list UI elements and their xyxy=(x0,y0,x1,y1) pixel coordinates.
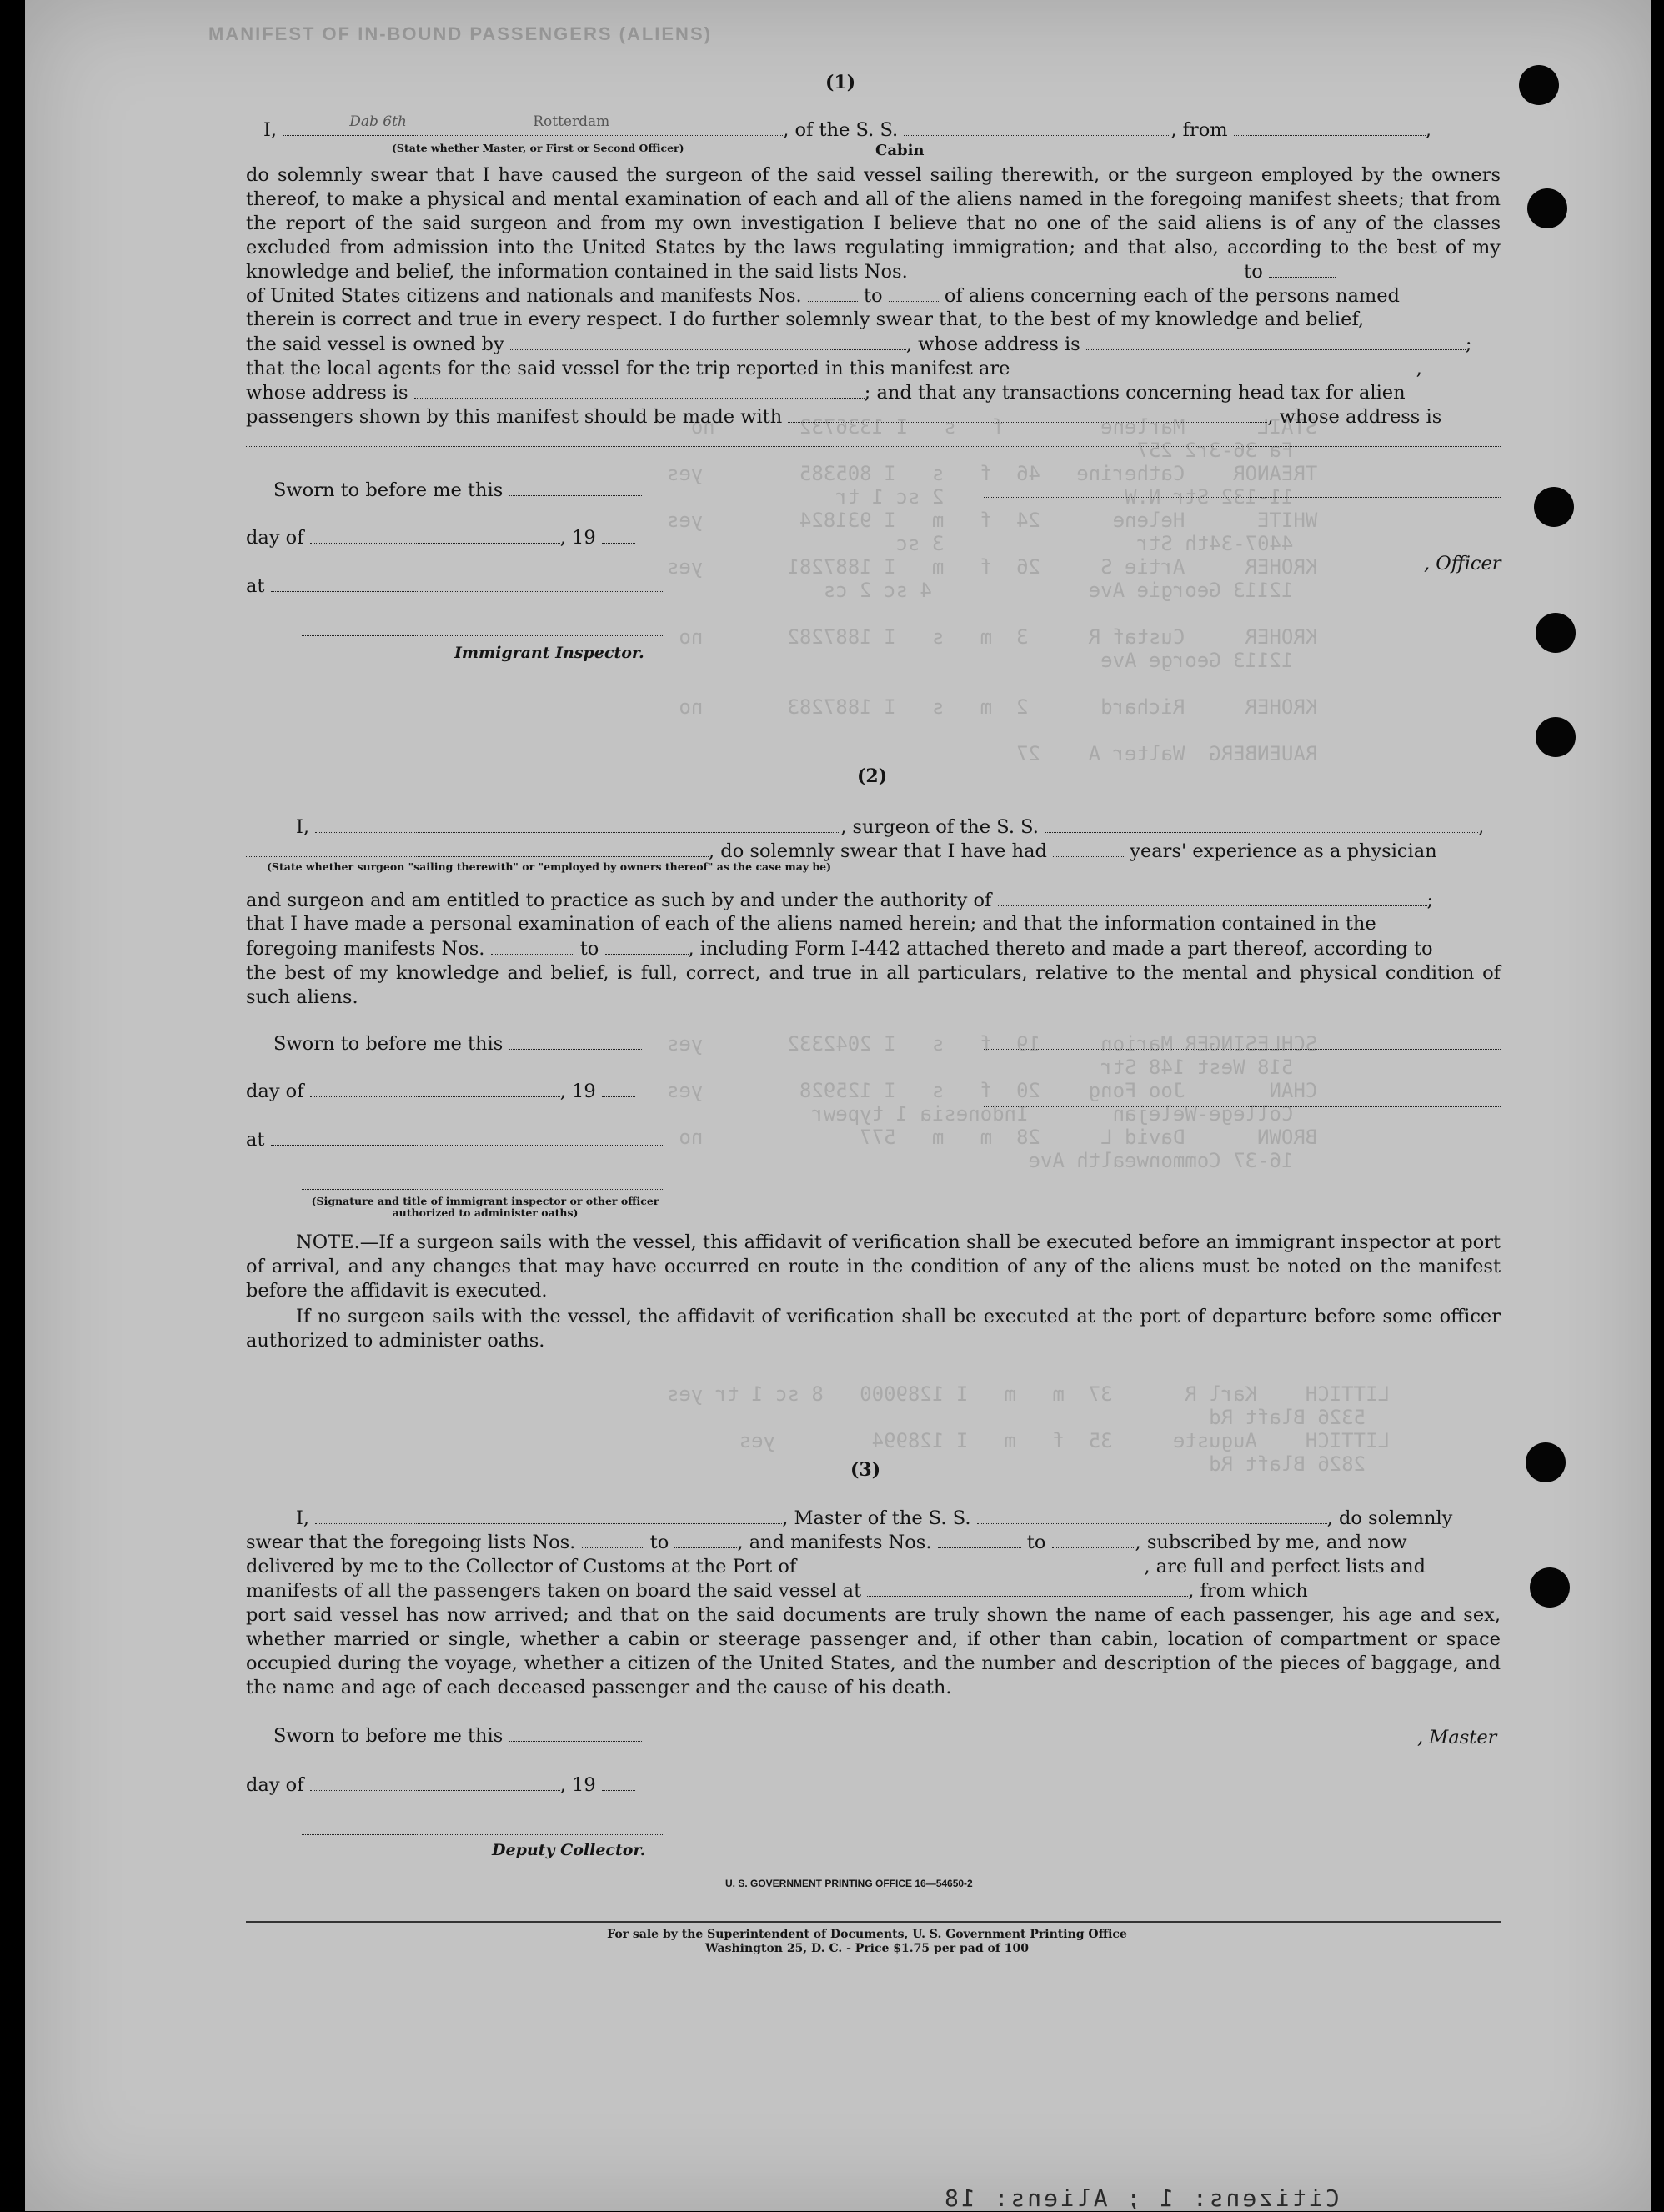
authority-field[interactable] xyxy=(998,889,1427,906)
manifests-to-field[interactable] xyxy=(1052,1531,1135,1548)
manifest-sheet xyxy=(25,0,1651,2211)
handwritten-date: Dab 6th xyxy=(349,113,407,130)
gpo-imprint: U. S. GOVERNMENT PRINTING OFFICE 16—54650-2 xyxy=(725,1878,973,1889)
binder-hole xyxy=(1536,613,1576,653)
master-name-field[interactable] xyxy=(315,1507,782,1524)
footer-rule xyxy=(246,1921,1501,1923)
section-2-line-4: that I have made a personal examination of each of the aliens named herein; and that the information contained in the xyxy=(246,913,1376,935)
section-2-line-1: I, , surgeon of the S. S. , xyxy=(296,816,1485,838)
section-3-body: port said vessel has now arrived; and that on the said documents are truly shown the name of each passenger, his age and sex, whether married or single, whether a cabin or steerage passenger and, if other than cabin, location of compartment or space occupied during the voyage, whether a citizen of the United States, and the number and description of the pieces of baggage, and the name and age of each deceased passenger and the cause of his death. xyxy=(246,1604,1501,1698)
owner-address-field[interactable] xyxy=(1086,333,1466,350)
sworn-day-field[interactable] xyxy=(509,1032,642,1050)
manifests-from-field[interactable] xyxy=(938,1531,1021,1548)
year-label: , 19 xyxy=(559,527,596,549)
at-label: at xyxy=(246,1129,265,1151)
inspector-signature-line[interactable] xyxy=(302,635,664,636)
lists-nos-label: swear that the foregoing lists Nos. xyxy=(246,1532,576,1553)
owned-by-label: the said vessel is owned by xyxy=(246,334,504,355)
section-1-at xyxy=(246,574,663,597)
deputy-collector-label: Deputy Collector. xyxy=(492,1841,646,1859)
i-label: I, xyxy=(263,119,278,141)
section-2-sworn xyxy=(273,1032,642,1055)
year-label: , 19 xyxy=(559,1081,596,1102)
officer-signature-field[interactable] xyxy=(984,552,1424,569)
section-1-day xyxy=(246,526,635,549)
manifests-to-field[interactable] xyxy=(889,284,939,302)
master-vessel-field[interactable] xyxy=(977,1507,1327,1524)
surgeon-signature-line[interactable] xyxy=(984,1049,1501,1050)
section-1-sworn xyxy=(273,479,642,501)
years-label: years' experience as a physician xyxy=(1130,840,1437,862)
section-2-line-6: the best of my knowledge and belief, is full, correct, and true in all particulars, relative to the mental and physical condition of such aliens. xyxy=(246,962,1501,1008)
whose-address-label: , whose address is xyxy=(905,334,1080,355)
section-2-at xyxy=(246,1128,663,1151)
note-label: NOTE. xyxy=(296,1231,360,1253)
manifests-to-field[interactable] xyxy=(605,937,689,955)
head-tax-address-field[interactable] xyxy=(246,429,1501,447)
sworn-label: Sworn to before me this xyxy=(273,1033,504,1055)
aliens-label: of aliens concerning each of the persons named xyxy=(944,285,1400,307)
note-text-1: —If a surgeon sails with the vessel, this affidavit of verification shall be executed before an immigrant inspector at port of arrival, and any changes that may have occurred en route in the condition of any of the aliens must be noted on the manifest before the affidavit is executed. xyxy=(246,1231,1501,1302)
surgeon-name-field[interactable] xyxy=(315,815,840,833)
sworn-label: Sworn to before me this xyxy=(273,479,504,501)
binder-hole xyxy=(1519,65,1559,105)
year-field[interactable] xyxy=(602,1080,635,1097)
month-field[interactable] xyxy=(310,526,560,544)
sworn-label: Sworn to before me this xyxy=(273,1725,504,1747)
month-field[interactable] xyxy=(310,1773,560,1791)
to-label: to xyxy=(1026,1532,1046,1553)
section-3-master xyxy=(984,1726,1496,1748)
binder-hole xyxy=(1536,717,1576,757)
section-1-owned: the said vessel is owned by , whose address is ; xyxy=(246,334,1472,355)
agents-address-field[interactable] xyxy=(414,381,865,399)
officer-label: , Officer xyxy=(1424,553,1501,574)
section-1-body-3: therein is correct and true in every respect. I do further solemnly swear that, to the best of my knowledge and belief, xyxy=(246,308,1365,330)
year-label: , 19 xyxy=(559,1774,596,1796)
day-of-label: day of xyxy=(246,1081,304,1102)
i-label: I, xyxy=(296,1507,310,1529)
section-1-signature-line[interactable] xyxy=(984,497,1501,498)
owner-field[interactable] xyxy=(510,333,906,350)
day-of-label: day of xyxy=(246,1774,304,1796)
sworn-day-field[interactable] xyxy=(509,479,642,496)
port-field[interactable] xyxy=(802,1555,1144,1572)
manifests-from-field[interactable] xyxy=(491,937,574,955)
section-1-officer xyxy=(984,552,1501,574)
sale-notice xyxy=(492,1928,1242,1956)
section-1-manifests xyxy=(246,284,1400,307)
sale-line-2: Washington 25, D. C. - Price $1.75 per pad of 100 xyxy=(705,1942,1029,1955)
to-label: to xyxy=(579,938,599,960)
section-3-day xyxy=(246,1773,635,1796)
note-paragraph-2: If no surgeon sails with the vessel, the affidavit of verification shall be executed at the port of departure before some officer authorized to administer oaths. xyxy=(246,1306,1501,1352)
surgeon-signature-line-2[interactable] xyxy=(984,1106,1501,1107)
agents-label: that the local agents for the said vessel for the trip reported in this manifest are xyxy=(246,358,1010,379)
years-field[interactable] xyxy=(1053,840,1124,857)
binder-hole xyxy=(1526,1442,1566,1482)
head-tax-agent-field[interactable] xyxy=(788,405,1267,423)
section-2-line-2 xyxy=(246,840,1437,862)
section-2-number: (2) xyxy=(857,765,888,787)
bleed-through: LITTICH Karl R 37 m m I 1289000 8 sc 1 tr yes 5326 Blaft Rd LITTICH Auguste 35 f m I 128994 yes 2826 Blaft Rd xyxy=(667,1382,1390,1476)
handwritten-port: Rotterdam xyxy=(533,113,610,130)
signature-note: (Signature and title of immigrant inspector or other officer authorized to administer oaths) xyxy=(311,1195,659,1219)
passengers-label: passengers shown by this manifest should be made with xyxy=(246,406,783,428)
section-3-sworn xyxy=(273,1724,642,1747)
binder-hole xyxy=(1527,188,1567,228)
full-lists-label: , are full and perfect lists and xyxy=(1144,1556,1426,1577)
binder-hole xyxy=(1534,487,1574,527)
master-of-label: , Master of the S. S. xyxy=(782,1507,971,1529)
officer-signature-line[interactable] xyxy=(302,1189,664,1190)
manifests-from-field[interactable] xyxy=(808,284,858,302)
section-1-passengers xyxy=(246,405,1441,428)
to-label: to xyxy=(1244,261,1263,283)
agents-field[interactable] xyxy=(1016,357,1416,374)
to-label: to xyxy=(649,1532,669,1553)
vessel-name-field[interactable] xyxy=(904,118,1170,136)
section-3-line-3 xyxy=(246,1555,1426,1577)
from-port-field[interactable] xyxy=(1234,118,1426,136)
surgeon-status-field[interactable] xyxy=(246,840,709,857)
day-of-label: day of xyxy=(246,527,304,549)
from-label: , from xyxy=(1170,119,1228,141)
section-3-number: (3) xyxy=(850,1459,881,1481)
at-place-field[interactable] xyxy=(271,1128,663,1146)
section-1-agents: that the local agents for the said vessel for the trip reported in this manifest are , xyxy=(246,358,1422,379)
section-2-line-5 xyxy=(246,937,1433,960)
surgeon-vessel-field[interactable] xyxy=(1045,815,1478,833)
bleed-through: STAIL Marlene f s I 1336732 no Fa 36-3r2 257 TREANOR Catherine 46 f s I 805385 yes 11-132 Str N.W 2 sc 1 tr WHITE Helene 24 f m I 931824 yes 4407-34th Str 3 sc KROHER Artie S 26 f m I 1887281 yes 12113 Georgie Ave 4 sc 2 cs KROHER Custaf R 3 m s I 1887282 no 12113 George Ave KROHER Richard 2 m s I 1887283 no RAUENBERG Walter A 27 xyxy=(667,415,1318,765)
whose-address-label-2: whose address is xyxy=(246,382,408,404)
of-the-ss-label: , of the S. S. xyxy=(783,119,899,141)
deputy-signature-line[interactable] xyxy=(302,1834,664,1835)
subscribed-label: , subscribed by me, and now xyxy=(1135,1532,1407,1553)
authority-label: and surgeon and am entitled to practice as such by and under the authority of xyxy=(246,890,992,911)
month-field[interactable] xyxy=(310,1080,560,1097)
at-label: at xyxy=(246,575,265,597)
cabin-stamp: Cabin xyxy=(875,142,925,159)
bleed-through: SCHLESINGER Marion 19 f s I 2042332 yes 518 West 148 Str CHAN Joo Fong 20 f s I 125928 yes College-Welejan Indonesia 1 typewr BROWN David L 28 m m 577 no 16-37 Commonwealth Ave xyxy=(667,1032,1318,1172)
do-solemnly-label: , do solemnly xyxy=(1326,1507,1453,1529)
section-3-line-2 xyxy=(246,1531,1407,1553)
embark-port-field[interactable] xyxy=(867,1579,1188,1597)
binder-hole xyxy=(1530,1567,1570,1608)
surgeon-note: (State whether surgeon "sailing therewith" or "employed by owners thereof" as the case may be) xyxy=(267,860,832,873)
to-label: to xyxy=(863,285,883,307)
ghost-header: MANIFEST OF IN-BOUND PASSENGERS (ALIENS) xyxy=(208,23,712,44)
citizen-alien-count: Citizens: 1 ; Aliens: 18 xyxy=(942,2184,1340,2212)
section-3-line-4 xyxy=(246,1579,1308,1602)
lists-to-field[interactable] xyxy=(674,1531,737,1548)
from-which-label: , from which xyxy=(1188,1580,1308,1602)
master-signature-field[interactable] xyxy=(984,1726,1417,1743)
swear-label: , do solemnly swear that I have had xyxy=(709,840,1047,862)
year-field[interactable] xyxy=(602,1773,635,1791)
section-2-day xyxy=(246,1080,635,1102)
taken-on-board-label: manifests of all the passengers taken on board the said vessel at xyxy=(246,1580,862,1602)
sale-line-1: For sale by the Superintendent of Documents, U. S. Government Printing Office xyxy=(607,1928,1127,1941)
immigrant-inspector-label: Immigrant Inspector. xyxy=(454,644,644,662)
whose-address-label-3: , whose address is xyxy=(1267,406,1442,428)
lists-to-field[interactable] xyxy=(1269,260,1336,278)
head-tax-label: ; and that any transactions concerning head tax for alien xyxy=(864,382,1406,404)
collector-label: delivered by me to the Collector of Customs at the Port of xyxy=(246,1556,797,1577)
section-1-body: do solemnly swear that I have caused the surgeon of the said vessel sailing therewith, or the surgeon employed by the owners thereof, to make a physical and mental examination of each and all of the aliens named in the foregoing manifest sheets; that from the report of the said surgeon and from my own investigation I believe that no one of the said aliens is of any of the classes excluded from admission into the United States by the laws regulating immigration; and that also, according to the best of my knowledge and belief, the information contained in the said lists Nos. xyxy=(246,164,1501,283)
manifests-label: of United States citizens and nationals and manifests Nos. xyxy=(246,285,802,307)
form-label: , including Form I-442 attached thereto and made a part thereof, according to xyxy=(688,938,1433,960)
section-1-address3 xyxy=(246,429,1501,452)
section-2-line-3: and surgeon and am entitled to practice as such by and under the authority of ; xyxy=(246,890,1434,911)
section-1-line-1: I, Dab 6th Rotterdam , of the S. S. , from , xyxy=(263,113,1431,141)
surgeon-of-label: , surgeon of the S. S. xyxy=(840,816,1039,838)
sworn-day-field[interactable] xyxy=(509,1724,642,1742)
section-1-to xyxy=(1238,260,1336,283)
officer-note: (State whether Master, or First or Second Officer) xyxy=(392,142,684,154)
at-place-field[interactable] xyxy=(271,574,663,592)
section-3-line-1 xyxy=(296,1507,1452,1529)
section-1-number: (1) xyxy=(825,72,856,93)
lists-from-field[interactable] xyxy=(582,1531,644,1548)
note-paragraph xyxy=(246,1231,1501,1303)
manifests-nos-label: foregoing manifests Nos. xyxy=(246,938,485,960)
section-1-address2 xyxy=(246,381,1406,404)
year-field[interactable] xyxy=(602,526,635,544)
i-label: I, xyxy=(296,816,310,838)
manifests-nos-label: , and manifests Nos. xyxy=(737,1532,932,1553)
master-label: , Master xyxy=(1417,1727,1497,1748)
officer-rank-field[interactable] xyxy=(283,113,783,136)
